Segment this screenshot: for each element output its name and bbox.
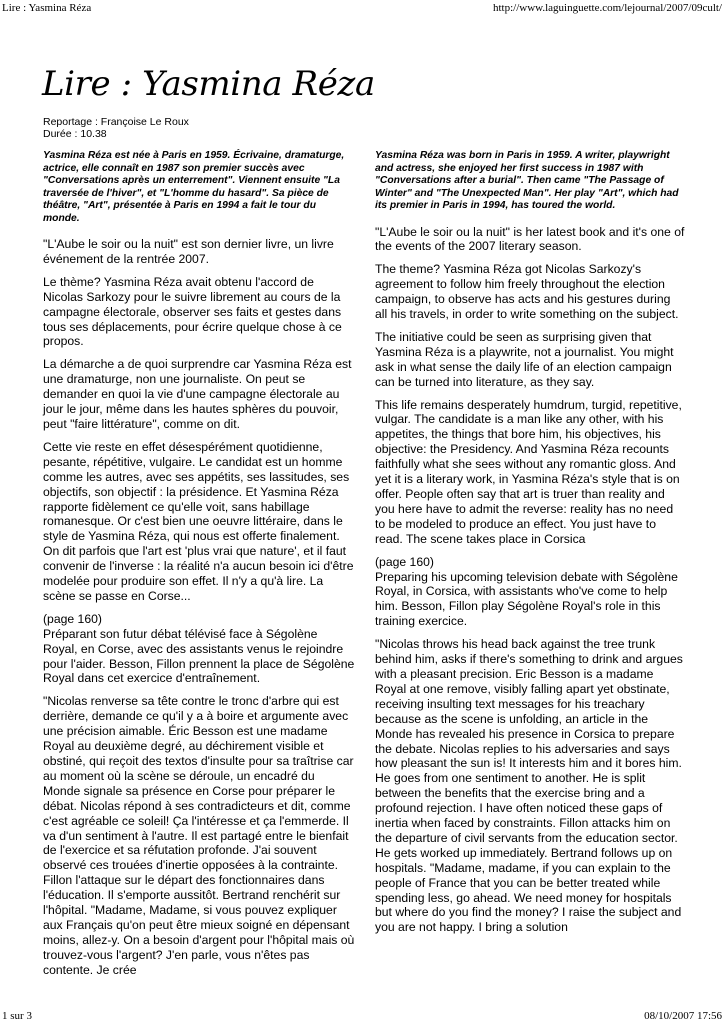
english-paragraph: "L'Aube le soir ou la nuit" is her latest book and it's one of the events of the 2007 literary season. [375, 224, 685, 254]
english-lead: Yasmina Réza was born in Paris in 1959. A writer, playwright and actress, she enjoyed her first success in 1987 with "Conversations after a burial". Then came "The Passage of Winter" and "The Unexpected Man". Her play "Art", which had its premier in Paris in 1994, has toured the world. [375, 150, 679, 211]
credits [43, 116, 189, 140]
french-paragraph: "L'Aube le soir ou la nuit" est son dernier livre, un livre événement de la rentrée 2007. [43, 237, 334, 266]
print-footer [0, 1008, 724, 1024]
print-datetime: 08/10/2007 17:56 [644, 1010, 722, 1022]
print-header-url[interactable]: http://www.laguinguette.com/lejournal/2007/09cult/ [492, 2, 722, 14]
french-page-ref: (page 160) [43, 611, 102, 626]
reporter-credit: Reportage : Françoise Le Roux [43, 116, 189, 128]
french-paragraph: Le thème? Yasmina Réza avait obtenu l'accord de Nicolas Sarkozy pour le suivre librement au cours de la campagne électorale, observer ses faits et gestes dans tous ses déplacements, pour écrire quelque chose à ce propos. [43, 274, 342, 349]
print-header [0, 0, 724, 16]
french-lead: Yasmina Réza est née à Paris en 1959. Écrivaine, dramaturge, actrice, elle connaît en 1987 son premier succès avec "Conversations après un enterrement". Viennent ensuite "La traversée de l'hiver", et "L'homme du hasard". Sa pièce de théâtre, "Art", présentée à Paris en 1994 a fait le tour du monde. [43, 150, 345, 224]
english-paragraph: "Nicolas throws his head back against the tree trunk behind him, asks if there's something to drink and argues with a pleasant precision. Eric Besson is a madame Royal at one remove, visibly falling apart yet obstinate, receiving insulting text messages for his treachary because as the scene is unfolding, an article in the Monde has revealed his presence in Corsica to prepare the debate. Nicolas replies to his adversaries and says how pleasant the sun is! It interests him and it bores him. He goes from one sentiment to another. He is split between the benefits that the exercise bring and a profound rejection. I have often noticed these gaps of inertia when faced by constraints. Fillon attacks him on the departure of civil servants from the education sector. He gets worked up immediately. Bertrand follows up on hospitals. "Madame, madame, if you can explain to the people of France that you can be better treated while spending less, go ahead. We need money for hospitals but where do you find the money? I raise the subject and you are not happy. I bring a solution [375, 637, 683, 935]
french-column [43, 150, 355, 986]
french-paragraph: "Nicolas renverse sa tête contre le tronc d'arbre qui est derrière, demande ce qu'il y a à boire et argumente avec une précision aimable. Éric Besson est une madame Royal au deuxième degré, au déchirement visible et obstiné, qui reçoit des textos d'insulte pour sa traîtrise car au moment où la scène se déroule, un encadré du Monde signale sa présence en Corse pour préparer le débat. Nicolas répond à ses contradicteurs et dit, comme c'est agréable ce soleil! Ça l'intéresse et ça l'emmerde. Il va d'un sentiment à l'autre. Il est partagé entre le bienfait de l'exercice et sa réfutation profonde. J'ai souvent observé ces trouées d'inertie opposées à la contrainte. Fillon l'attaque sur le départ des fonctionnaires dans l'éducation. Il s'emporte aussitôt. Bertrand renchérit sur l'hôpital. "Madame, Madame, si vous pouvez expliquer aux Français qu'on peut être mieux soigné en dépensant moins, allez-y. On a besoin d'argent pour l'hôpital mais où trouvez-vous l'argent? J'en parle, vous n'êtes pas contente. Je crée [43, 694, 355, 977]
english-column [375, 150, 685, 943]
french-paragraph: Préparant son futur débat télévisé face à Ségolène Royal, en Corse, avec des assistants venus le rejoindre pour l'aider. Besson, Fillon prennent la place de Ségolène Royal dans cet exercice d'entraînement. [43, 626, 355, 686]
english-paragraph: This life remains desperately humdrum, turgid, repetitive, vulgar. The candidate is a man like any other, with his appetites, the things that bore him, his objectives, his objective: the Presidency. And Yasmina Réza recounts faithfully what she sees without any romantic gloss. And yet it is a literary work, in Yasmina Réza's style that is on offer. People often say that art is truer than reality and you here have to admit the reverse: reality has no need to be modeled to produce an effect. You just have to read. The scene takes place in Corsica [375, 397, 682, 546]
english-paragraph: The initiative could be seen as surprising given that Yasmina Réza is a playwrite, not a journalist. You might ask in what sense the daily life of an election campaign can be turned into literature, as they say. [375, 329, 674, 389]
french-paragraph: La démarche a de quoi surprendre car Yasmina Réza est une dramaturge, non une journaliste. On peut se demander en quoi la vie d'une campagne électorale au jour le jour, même dans les hautes sphères du pouvoir, peut "faire littérature", comme on dit. [43, 357, 352, 431]
english-paragraph: The theme? Yasmina Réza got Nicolas Sarkozy's agreement to follow him freely throughout the election campaign, to observe has acts and his gestures during all his travels, in order to write something on the subject. [375, 262, 679, 322]
page-count: 1 sur 3 [2, 1010, 32, 1022]
print-header-title: Lire : Yasmina Réza [2, 2, 92, 14]
english-paragraph: Preparing his upcoming television debate with Ségolène Royal, in Corsica, with assistants who've come to help him. Besson, Fillon play Ségolène Royal's role in this training exercice. [375, 569, 678, 629]
duration: Durée : 10.38 [43, 128, 107, 140]
page-title: Lire : Yasmina Réza [42, 64, 375, 104]
english-page-ref: (page 160) [375, 554, 434, 569]
french-paragraph: Cette vie reste en effet désespérément quotidienne, pesante, répétitive, vulgaire. Le candidat est un homme comme les autres, avec ses appétits, ses lassitudes, ses objectifs, son objectif : la présidence. Et Yasmina Réza rapporte fidèlement ce qu'elle voit, sans habillage romanesque. Or c'est bien une oeuvre littéraire, dans le style de Yasmina Réza, qui nous est offerte finalement. On dit parfois que l'art est 'plus vrai que nature', et il faut convenir de l'inverse : la réalité n'a aucun besoin ici d'être modelée pour produire son effet. Il n'y a qu'à lire. La scène se passe en Corse... [43, 439, 354, 603]
